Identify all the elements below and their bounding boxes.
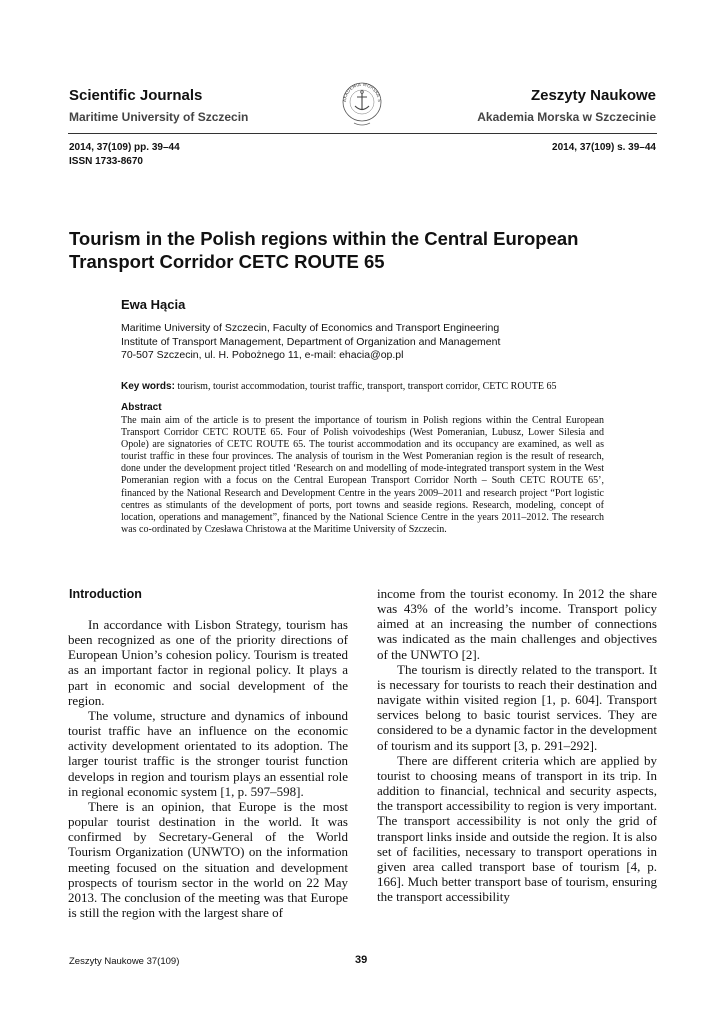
header-divider (68, 133, 657, 134)
paragraph: In accordance with Lisbon Strategy, tourism has been recognized as one of the priority directions of European Union’s cohesion policy. Tourism is treated as an important factor in regional policy. It plays a part in economic and social development of the region. (68, 617, 348, 708)
journal-title-en: Scientific Journals (69, 87, 203, 104)
keywords-label: Key words: (121, 381, 175, 392)
paragraph: income from the tourist economy. In 2012 the share was 43% of the world’s income. Transport policy aimed at an increasing the number of connections was indicated as the main challenges and objectives of the UNWTO [2]. (377, 586, 657, 662)
citation-volume-pl: 2014, 37(109) s. 39–44 (552, 142, 656, 153)
citation-left (69, 141, 180, 169)
journal-title-pl: Zeszyty Naukowe (530, 87, 656, 104)
affiliation-line: 70-507 Szczecin, ul. H. Pobożnego 11, e-mail: ehacia@op.pl (121, 349, 404, 361)
paragraph: The tourism is directly related to the transport. It is necessary for tourists to reach their destination and navigate within visited region [1, p. 604]. Transport services belong to basic tourist services. They are considered to be a dynamic factor in the development of tourism and its support [3, p. 291–292]. (377, 661, 657, 753)
header-left (69, 86, 248, 126)
keywords (121, 381, 661, 393)
university-name-pl: Akademia Morska w Szczecinie (477, 110, 656, 124)
citation-volume-en: 2014, 37(109) pp. 39–44 (69, 142, 180, 153)
section-heading-introduction: Introduction (69, 587, 142, 601)
author-affiliation (121, 322, 641, 363)
paragraph: There is an opinion, that Europe is the most popular tourist destination in the world. It was confirmed by Secretary-General of the World Tourism Organization (UNWTO) on the information meeting focused on the situation and development prospects of tourism sector in the world on 22 May 2013. The conclusion of the meeting was that Europe is still the region with the largest share of (68, 798, 348, 920)
affiliation-line: Institute of Transport Management, Department of Organization and Management (121, 335, 501, 348)
article-title: Tourism in the Polish regions within the Central European Transport Corridor CETC ROUTE 65 (69, 228, 579, 272)
university-seal-icon (341, 80, 383, 128)
affiliation-line: Maritime University of Szczecin, Faculty of Economics and Transport Engineering (121, 322, 500, 334)
footer-journal: Zeszyty Naukowe 37(109) (69, 956, 180, 967)
abstract-heading: Abstract (121, 402, 162, 413)
paragraph: There are different criteria which are applied by tourist to choosing means of transport in its trip. In addition to financial, technical and security aspects, the transport accessibility to region is very important. The transport accessibility is not only the grid of transport links inside and outside the region. It is also set of facilities, necessary to transport operations in given area called transport base of tourism [4, p. 166]. Much better transport base of tourism, ensuring the transport accessibility (377, 752, 657, 905)
citation-right (552, 141, 656, 155)
paragraph: The volume, structure and dynamics of inbound tourist traffic have an influence on the economic activity development orientated to its adoption. The larger tourist traffic is the stronger tourist function develops in region and tourism plays an essential role in regional economic system [1, p. 597–598]. (68, 707, 348, 799)
body-column-right (377, 586, 657, 904)
keywords-list: tourism, tourist accommodation, tourist traffic, transport, transport corridor, CETC ROUTE 65 (177, 381, 557, 392)
university-name-en: Maritime University of Szczecin (69, 110, 249, 124)
abstract-text: The main aim of the article is to present the importance of tourism in Polish regions within the Central European Transport Corridor CETC ROUTE 65. Four of Polish voivodeships (West Pomeranian, Lubusz, Lower Silesia and Opole) are signatories of CETC ROUTE 65. The tourist accommodation and its occupancy are examined, as well as tourist traffic in these four provinces. The analysis of tourism in the West Pomeranian region is the result of research, done under the development project titled ‘Research on and modelling of mode-integrated transport system in the West Pomeranian region with a focus on the Central European Transport Corridor North – South CETC ROUTE 65’, financed by the National Research and Development Centre in the years 2009–2011 and research project “Port logistic centres as stimulants of the development of ports, port towns and seaside regions. Research, modeling, concept of location, operations and management”, financed by the National Science Centre in the years 2011–2012. The research was co-ordinated by Czesława Christowa at the Maritime University of Szczecin. (121, 415, 604, 535)
issn: ISSN 1733-8670 (69, 156, 143, 167)
page-number: 39 (355, 954, 368, 966)
header-right (477, 86, 656, 126)
body-column-left (68, 617, 348, 920)
author-name: Ewa Hącia (121, 297, 186, 312)
seal-text: AKADEMIA MORSKA S (342, 82, 382, 103)
